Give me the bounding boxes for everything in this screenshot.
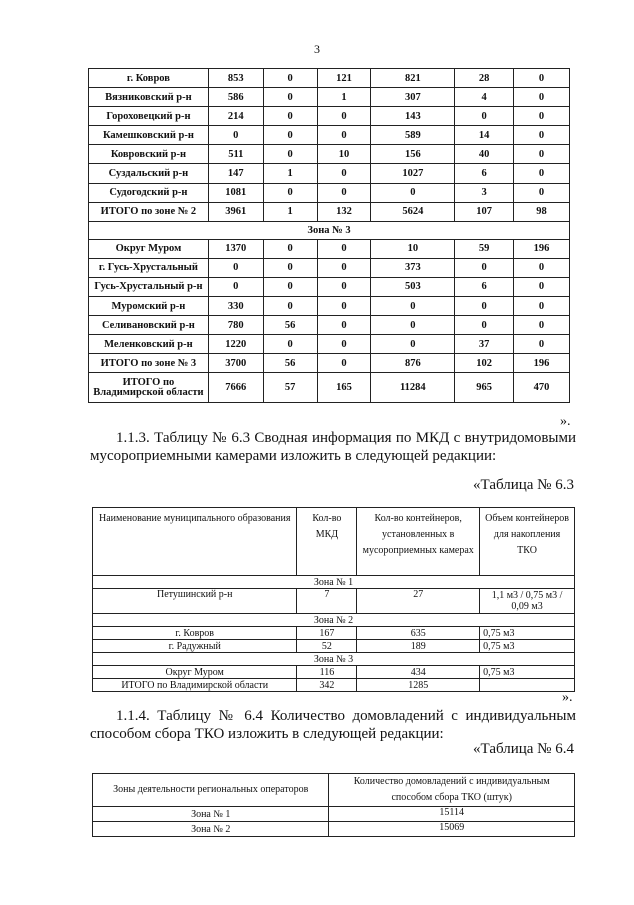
cell: 143 [371,107,455,126]
cell: 0 [455,316,514,335]
row-label: Гусь-Хрустальный р-н [89,277,209,296]
table-row [93,807,575,822]
cell: 0 [455,107,514,126]
cell: г. Радужный [93,640,297,653]
table-row [93,640,575,653]
cell: 0 [455,258,514,277]
cell: 0 [263,335,317,354]
cell: 6 [455,164,514,183]
table-row [93,627,575,640]
cell: 0 [514,164,570,183]
cell: 3700 [208,354,263,373]
header-zones: Зоны деятельности региональных операторов [93,774,329,807]
cell: 167 [297,627,357,640]
cell: 0 [514,297,570,316]
table-row [89,126,570,145]
table-6-3-caption: «Таблица № 6.3 [473,477,574,493]
cell: 0,75 м3 [480,640,575,653]
cell: 0 [208,277,263,296]
cell: 0 [514,335,570,354]
cell: 0 [208,258,263,277]
cell: 7 [297,589,357,614]
table-row [89,354,570,373]
cell: 1027 [371,164,455,183]
cell: 52 [297,640,357,653]
cell: 1,1 м3 / 0,75 м3 / 0,09 м3 [480,589,575,614]
cell: 373 [371,258,455,277]
row-label: ИТОГО по Владимирской области [89,373,209,403]
cell: 0 [514,145,570,164]
cell: 37 [455,335,514,354]
cell: 0 [371,297,455,316]
table-row [93,589,575,614]
cell: 470 [514,373,570,403]
cell: 107 [455,202,514,221]
cell: 59 [455,239,514,258]
cell: 330 [208,297,263,316]
table-row [89,316,570,335]
cell: 0,75 м3 [480,627,575,640]
cell: 1220 [208,335,263,354]
cell: 28 [455,69,514,88]
table-row [89,107,570,126]
cell: 876 [371,354,455,373]
row-label: Суздальский р-н [89,164,209,183]
row-label: г. Гусь-Хрустальный [89,258,209,277]
cell: 27 [357,589,480,614]
cell: 56 [263,354,317,373]
cell: 0 [514,183,570,202]
cell: 5624 [371,202,455,221]
cell: 0 [514,88,570,107]
cell: 0,75 м3 [480,666,575,679]
row-label: г. Ковров [89,69,209,88]
cell: 0 [514,277,570,296]
cell: 0 [317,258,371,277]
cell: 15114 [329,807,575,822]
row-label: Ковровский р-н [89,145,209,164]
cell: 189 [357,640,480,653]
cell: 196 [514,354,570,373]
table-row [89,202,570,221]
zone-label: Зона № 2 [93,614,575,627]
cell: 780 [208,316,263,335]
cell: 57 [263,373,317,403]
zone-row [89,221,570,239]
cell: 0 [317,183,371,202]
cell: 0 [514,107,570,126]
cell: 0 [263,239,317,258]
cell: 147 [208,164,263,183]
cell: 10 [317,145,371,164]
cell: 503 [371,277,455,296]
cell: 0 [514,126,570,145]
cell: 307 [371,88,455,107]
cell: г. Ковров [93,627,297,640]
cell: 1285 [357,679,480,692]
cell: 0 [317,107,371,126]
cell: 156 [371,145,455,164]
cell: 511 [208,145,263,164]
row-label: Муромский р-н [89,297,209,316]
cell: 0 [263,258,317,277]
cell: 0 [317,126,371,145]
cell: 0 [263,145,317,164]
cell: 0 [514,316,570,335]
section-1-1-4-text: 1.1.4. Таблицу № 6.4 Количество домовладений с индивидуальным способом сбора ТКО изложить в следующей редакции: [90,708,576,742]
households-table [92,773,575,837]
cell: 0 [317,277,371,296]
header-household-count: Количество домовладений с индивидуальным способом сбора ТКО (штук) [329,774,575,807]
cell: 40 [455,145,514,164]
cell [480,679,575,692]
table-row [89,258,570,277]
cell: 0 [514,258,570,277]
row-label: Камешковский р-н [89,126,209,145]
zone-label: Зона № 1 [93,576,575,589]
row-label: Вязниковский р-н [89,88,209,107]
cell: 635 [357,627,480,640]
table3-header-row [93,774,575,807]
table-row [93,666,575,679]
cell: 11284 [371,373,455,403]
header-mkd-count: Кол-во МКД [297,508,357,576]
cell: 214 [208,107,263,126]
cell: 0 [317,239,371,258]
cell: 0 [263,277,317,296]
cell: 965 [455,373,514,403]
cell: 0 [263,88,317,107]
table-row [89,277,570,296]
cell: 98 [514,202,570,221]
row-label: Селивановский р-н [89,316,209,335]
cell: 0 [317,164,371,183]
page-number: 3 [314,42,320,56]
waste-stats-table [88,68,570,403]
cell: 121 [317,69,371,88]
cell: 0 [263,107,317,126]
row-label: Гороховецкий р-н [89,107,209,126]
table-row [89,183,570,202]
cell: 342 [297,679,357,692]
cell: 0 [455,297,514,316]
header-container-volume: Объем контейнеров для накопления ТКО [480,508,575,576]
table-row [89,88,570,107]
mkd-chambers-table [92,507,575,692]
cell: ИТОГО по Владимирской области [93,679,297,692]
table-row [89,335,570,354]
cell: 3961 [208,202,263,221]
section-1-1-3-text: 1.1.3. Таблицу № 6.3 Сводная информация по МКД с внутридомовыми мусороприемными камерами изложить в следующей редакции: [90,430,576,464]
cell: 0 [317,297,371,316]
row-label: ИТОГО по зоне № 3 [89,354,209,373]
table-row [89,145,570,164]
cell: 821 [371,69,455,88]
cell: 0 [371,335,455,354]
cell: 0 [317,335,371,354]
header-container-count: Кол-во контейнеров, установленных в мусороприемных камерах [357,508,480,576]
cell: Зона № 2 [93,822,329,837]
table-row [93,679,575,692]
cell: 132 [317,202,371,221]
cell: 853 [208,69,263,88]
cell: Петушинский р-н [93,589,297,614]
cell: 4 [455,88,514,107]
table-6-4-caption: «Таблица № 6.4 [473,741,574,757]
cell: 0 [371,183,455,202]
row-label: Меленковский р-н [89,335,209,354]
row-label: ИТОГО по зоне № 2 [89,202,209,221]
cell: 1 [263,202,317,221]
cell: 0 [371,316,455,335]
header-municipality: Наименование муниципального образования [93,508,297,576]
cell: 0 [263,126,317,145]
zone-label: Зона № 3 [93,653,575,666]
cell: 1081 [208,183,263,202]
table-row [89,69,570,88]
cell: 1 [317,88,371,107]
cell: 0 [263,183,317,202]
cell: 0 [317,316,371,335]
row-label: Судогодский р-н [89,183,209,202]
cell: 196 [514,239,570,258]
cell: Округ Муром [93,666,297,679]
cell: 0 [317,354,371,373]
cell: 56 [263,316,317,335]
cell: 0 [208,126,263,145]
cell: Зона № 1 [93,807,329,822]
cell: 10 [371,239,455,258]
table2-header-row [93,508,575,576]
table-row [89,239,570,258]
row-label: Округ Муром [89,239,209,258]
cell: 165 [317,373,371,403]
cell: 434 [357,666,480,679]
cell: 586 [208,88,263,107]
cell: 1 [263,164,317,183]
zone-label: Зона № 3 [89,221,570,239]
cell: 3 [455,183,514,202]
table-row [89,373,570,403]
table-row [93,822,575,837]
table2-closing: ». [562,690,573,705]
cell: 0 [263,297,317,316]
cell: 14 [455,126,514,145]
cell: 116 [297,666,357,679]
cell: 7666 [208,373,263,403]
cell: 6 [455,277,514,296]
table1-closing: ». [560,414,571,429]
cell: 589 [371,126,455,145]
cell: 1370 [208,239,263,258]
table-row [89,297,570,316]
cell: 0 [514,69,570,88]
table-row [89,164,570,183]
cell: 15069 [329,822,575,837]
cell: 102 [455,354,514,373]
cell: 0 [263,69,317,88]
